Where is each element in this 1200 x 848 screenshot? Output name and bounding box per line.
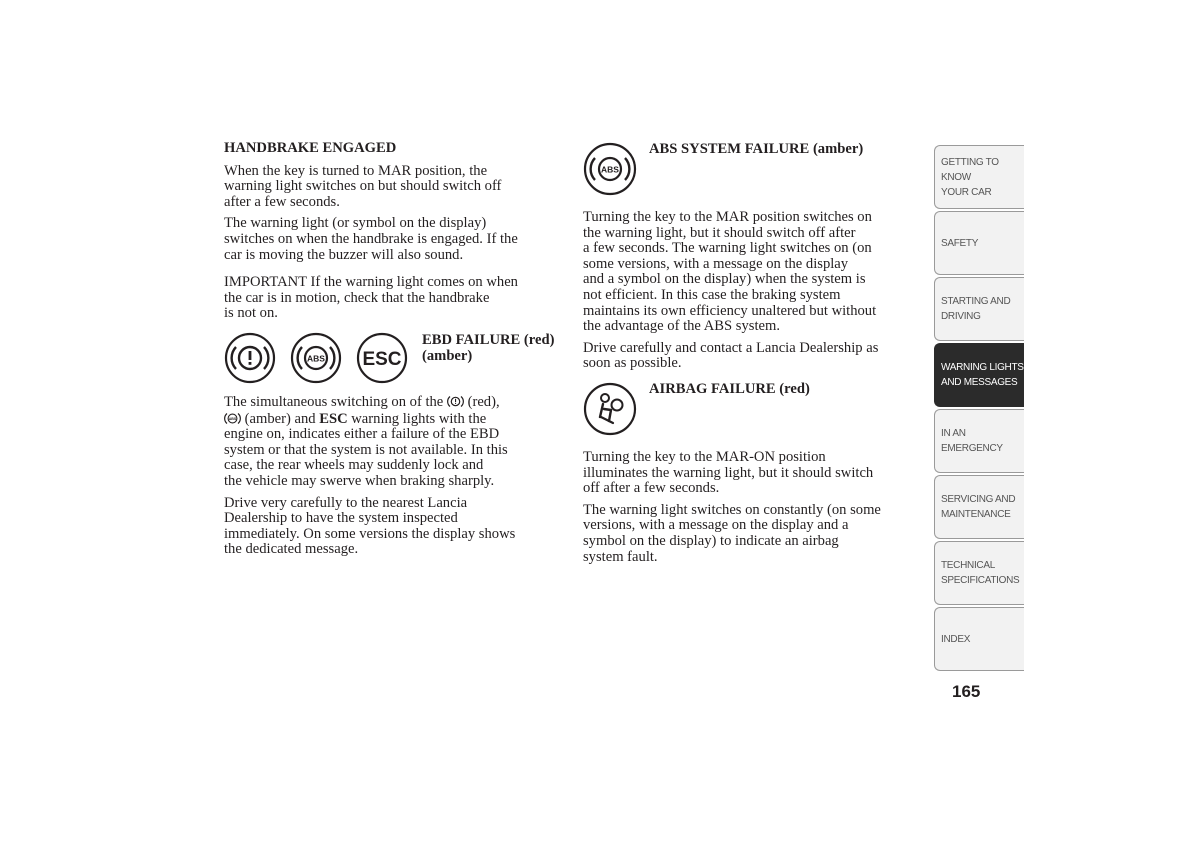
ebd-icon-group (224, 332, 408, 384)
abs-heading-row (583, 141, 925, 197)
abs-paragraph-2: Drive carefully and contact a Lancia Dealership as soon as possible. (583, 339, 879, 372)
tab-index[interactable]: INDEX (934, 607, 1024, 671)
abs-paragraph-1: Turning the key to the MAR position switches on the warning light, but it should switch off after a few seconds. The warning light switches on (on some versions, with a message on the display and a symbol on the display) when the system is not efficient. In this case the braking system maintains its own efficiency unaltered but without the advantage of the ABS system. (583, 209, 877, 335)
esc-warning-icon (356, 332, 408, 384)
airbag-heading-row (583, 381, 925, 437)
left-column (224, 141, 564, 564)
svg-text:ABS: ABS (228, 416, 237, 421)
handbrake-paragraph-2: The warning light (or symbol on the display) switches on when the handbrake is engaged. If the car is moving the buzzer will also sound. (224, 215, 518, 263)
tab-servicing-and-maintenance[interactable]: SERVICING AND MAINTENANCE (934, 475, 1024, 539)
tab-safety[interactable]: SAFETY (934, 211, 1024, 275)
abs-icon-label: ABS (307, 353, 325, 364)
abs-heading: ABS SYSTEM FAILURE (amber) (649, 141, 864, 157)
brake-warning-inline-icon (447, 394, 464, 409)
ebd-heading-row (224, 332, 564, 384)
ebd-paragraph-1: The simultaneous switching on of the (red), ABS (amber) and ESC warning lights with the engine on, indicates either a failure of the EBD system or that the system is not available. In this case, the rear wheels may suddenly lock and the vehicle may swerve when braking sharply. (224, 393, 508, 489)
tab-starting-and-driving[interactable]: STARTING AND DRIVING (934, 277, 1024, 341)
tab-in-an-emergency[interactable]: IN AN EMERGENCY (934, 409, 1024, 473)
handbrake-heading: HANDBRAKE ENGAGED (224, 140, 397, 156)
abs-warning-icon (290, 332, 342, 384)
airbag-paragraph-2: The warning light switches on constantly (on some versions, with a message on the display and a symbol on the display) to indicate an airbag system fault. (583, 501, 881, 565)
handbrake-paragraph-1: When the key is turned to MAR position, the warning light switches on but should switch off after a few seconds. (224, 162, 502, 210)
handbrake-important-paragraph: IMPORTANT If the warning light comes on when the car is in motion, check that the handbrake is not on. (224, 274, 518, 322)
tab-warning-lights-and-messages[interactable]: WARNING LIGHTS AND MESSAGES (934, 343, 1024, 407)
chapter-tabs (934, 145, 1024, 673)
airbag-failure-icon (583, 381, 637, 437)
tab-getting-to-know-your-car[interactable]: GETTING TO KNOW YOUR CAR (934, 145, 1024, 209)
abs-warning-inline-icon (224, 411, 241, 426)
ebd-paragraph-2: Drive very carefully to the nearest Lancia Dealership to have the system inspected immediately. On some versions the display shows the dedicated message. (224, 494, 516, 558)
esc-icon-label: ESC (362, 348, 402, 370)
page-number: 165 (952, 682, 981, 701)
ebd-heading: EBD FAILURE (red) (amber) (422, 331, 555, 364)
abs-failure-icon (583, 141, 637, 197)
right-column (583, 141, 925, 571)
airbag-paragraph-1: Turning the key to the MAR-ON position illuminates the warning light, but it should switch off after a few seconds. (583, 448, 874, 497)
tab-technical-specifications[interactable]: TECHNICAL SPECIFICATIONS (934, 541, 1024, 605)
brake-warning-icon (224, 332, 276, 384)
airbag-heading: AIRBAG FAILURE (red) (649, 380, 810, 397)
abs-failure-icon-label: ABS (601, 164, 619, 175)
